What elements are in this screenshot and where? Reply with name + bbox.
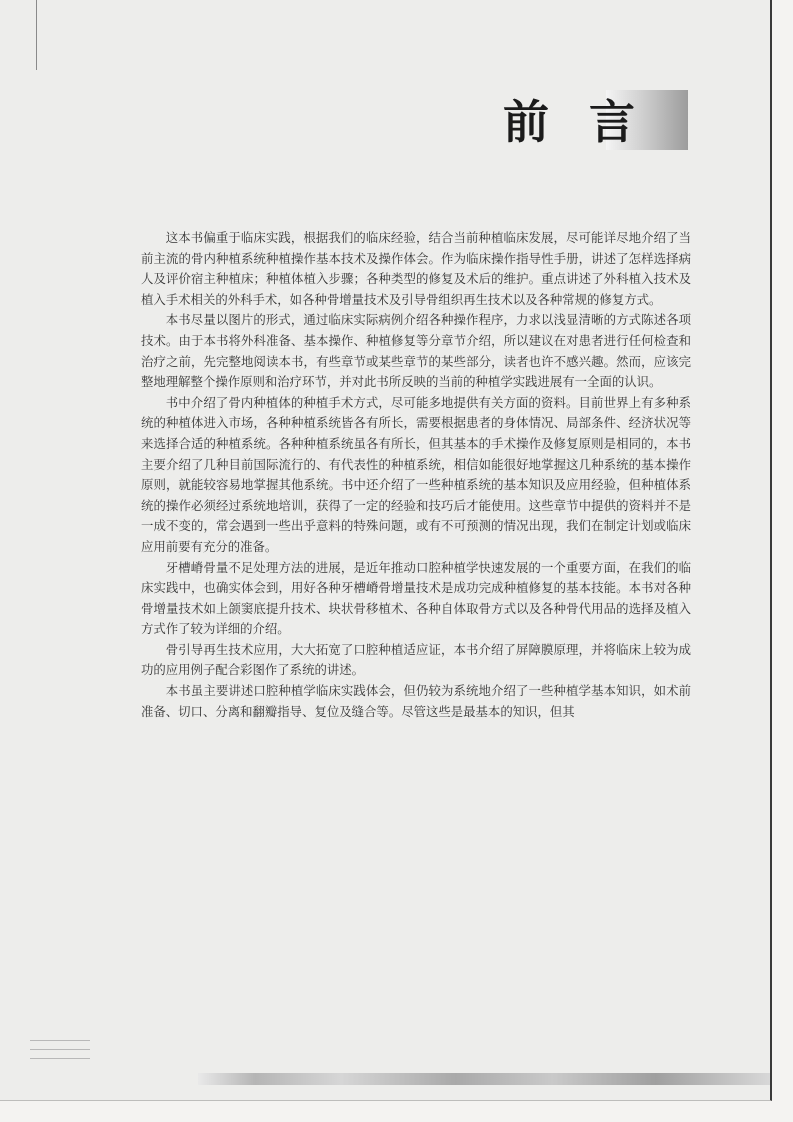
page-title: 前言	[503, 95, 675, 149]
paragraph: 这本书偏重于临床实践，根据我们的临床经验，结合当前种植临床发展，尽可能详尽地介绍了当前主流的骨内种植系统种植操作基本技术及操作体会。作为临床操作指导性手册，讲述了怎样选择病人及评价宿主种植床；种植体植入步骤；各种类型的修复及术后的维护。重点讲述了外科植入技术及植入手术相关的外科手术，如各种骨增量技术及引导骨组织再生技术以及各种常规的修复方式。	[141, 230, 691, 307]
scan-line	[30, 1040, 90, 1041]
preface-body	[141, 228, 691, 722]
paragraph: 书中介绍了骨内种植体的种植手术方式，尽可能多地提供有关方面的资料。目前世界上有多种系统的种植体进入市场，各种种植系统皆各有所长，需要根据患者的身体情况、局部条件、经济状况等来选择合适的种植系统。各种种植系统虽各有所长，但其基本的手术操作及修复原则是相同的，本书主要介绍了几种目前国际流行的、有代表性的种植系统，相信如能很好地掌握这几种系统的基本操作原则，就能较容易地掌握其他系统。书中还介绍了一些种植系统的基本知识及应用经验，但种植体系统的操作必须经过系统地培训，获得了一定的经验和技巧后才能使用。这些章节中提供的资料并不是一成不变的，常会遇到一些出乎意料的特殊问题，或有不可预测的情况出现，我们在制定计划或临床应用前要有充分的准备。	[141, 394, 691, 554]
paragraph: 本书虽主要讲述口腔种植学临床实践体会，但仍较为系统地介绍了一些种植学基本知识，如术前准备、切口、分离和翻瓣指导、复位及缝合等。尽管这些是最基本的知识，但其	[141, 683, 691, 719]
scan-line	[30, 1058, 90, 1059]
paragraph: 骨引导再生技术应用，大大拓宽了口腔种植适应证，本书介绍了屏障膜原理，并将临床上较为成功的应用例子配合彩图作了系统的讲述。	[141, 641, 691, 678]
scan-line	[30, 1049, 90, 1050]
margin-rule	[36, 0, 37, 70]
bottom-gradient-strip	[198, 1073, 770, 1085]
paragraph: 本书尽量以图片的形式，通过临床实际病例介绍各种操作程序，力求以浅显清晰的方式陈述各项技术。由于本书将外科准备、基本操作、种植修复等分章节介绍，所以建议在对患者进行任何检查和治疗之前，先完整地阅读本书，有些章节或某些章节的某些部分，读者也许不感兴趣。然而，应该完整地理解整个操作原则和治疗环节，并对此书所反映的当前的种植学实践进展有一全面的认识。	[141, 312, 691, 390]
paragraph: 牙槽嵴骨量不足处理方法的进展，是近年推动口腔种植学快速发展的一个重要方面，在我们的临床实践中，也确实体会到，用好各种牙槽嵴骨增量技术是成功完成种植修复的基本技能。本书对各种骨增量技术如上颌窦底提升技术、块状骨移植术、各种自体取骨方式以及各种骨代用品的选择及植入方式作了较为详细的介绍。	[141, 559, 691, 637]
scan-marks	[30, 1040, 90, 1080]
